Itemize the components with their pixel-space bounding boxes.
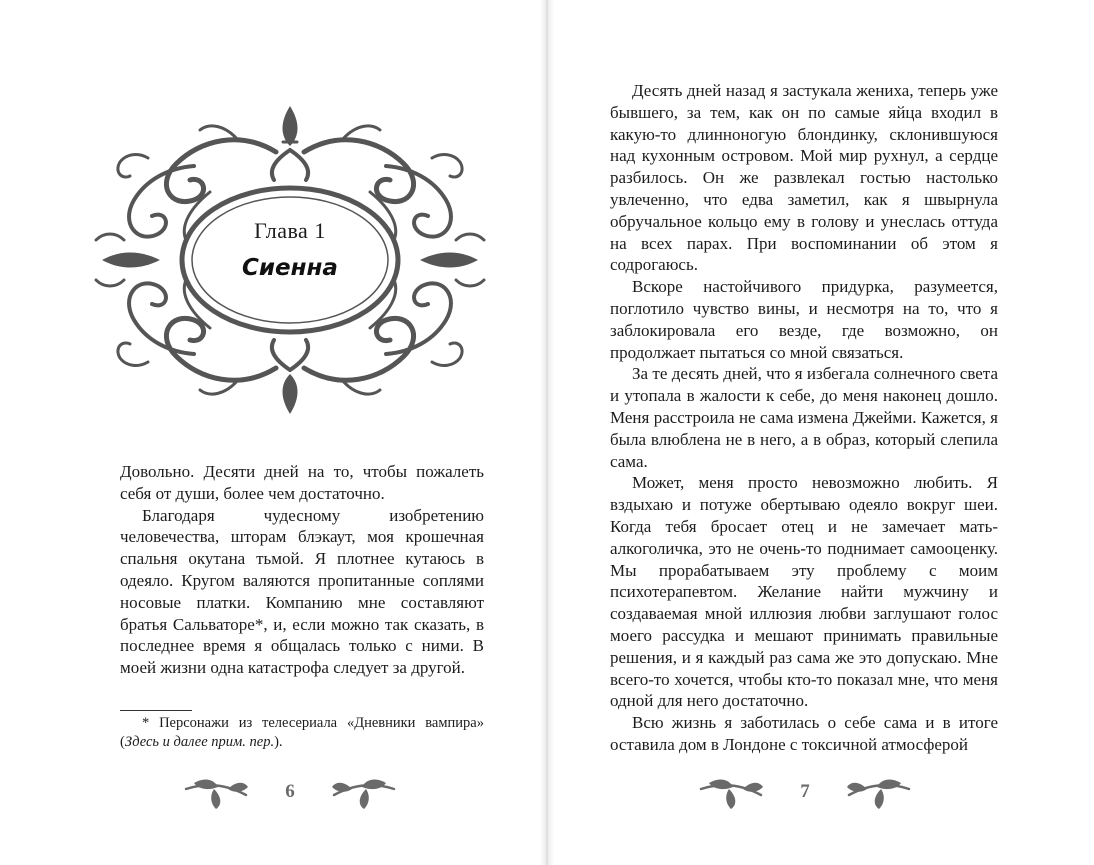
chapter-title: Сиенна: [242, 255, 338, 281]
paragraph: Может, меня просто невозможно любить. Я вздыхаю и потуже обертываю одеяло вокруг шеи. Когда тебя бросает отец и не замечает мать-алкоголичка, это не очень-то поднимает самооценку. Мы прорабатываем эту проблему с моим психотерапевтом. Желание найти мужчину и создаваемая мной иллюзия любви заглушают голос моего рассудка и мешают принимать правильные решения, и я каждый раз сама же это допускаю. Мне всего-то хочется, чтобы кто-то показал мне, что меня одной для него достаточно.: [610, 473, 998, 711]
page-number: 7: [800, 781, 810, 802]
footnote-close: ).: [274, 734, 283, 750]
footnote: [120, 714, 484, 752]
page-number: 6: [285, 781, 295, 802]
leaf-sprig-left-icon: [184, 777, 250, 811]
book-gutter: [540, 0, 554, 865]
left-body-text: [120, 461, 484, 679]
footnote-text: * Персонажи из телесериала «Дневники вампира» (: [120, 715, 484, 750]
leaf-sprig-right-icon: [845, 777, 911, 811]
chapter-label: Глава 1: [254, 218, 326, 243]
paragraph: Довольно. Десяти дней на то, чтобы пожалеть себя от души, более чем достаточно.: [120, 462, 484, 503]
folio-right: [685, 777, 925, 811]
footnote-rule: [120, 710, 192, 711]
paragraph: Всю жизнь я заботилась о себе сама и в итоге оставила дом в Лондоне с токсичной атмосферой: [610, 713, 998, 754]
folio-left: [170, 777, 410, 811]
footnote-italic: Здесь и далее прим. пер.: [124, 734, 275, 750]
paragraph: Благодаря чудесному изобретению человечества, шторам блэкаут, моя крошечная спальня окутана тьмой. Я плотнее кутаюсь в одеяло. Кругом валяются пропитанные соплями носовые платки. Компанию мне составляют братья Сальваторе*, и, если можно так сказать, в последнее время я общалась только с ними. В моей жизни одна катастрофа следует за другой.: [120, 505, 484, 678]
leaf-sprig-right-icon: [330, 777, 396, 811]
paragraph: За те десять дней, что я избегала солнечного света и утопала в жалости к себе, до меня наконец дошло. Меня расстроила не сама измена Джейми. Кажется, я была влюблена не в него, а в образ, который слепила сама.: [610, 364, 998, 471]
paragraph: Десять дней назад я застукала жениха, теперь уже бывшего, за тем, как он по самые яйца входил в какую-то длинноногую блондинку, склонившуюся над кухонным островом. Мой мир рухнул, а сердце разбилось. Он же развлекал гостью настолько увлеченно, что едва заметил, как я швырнула обручальное кольцо ему в голову и унеслась оттуда на всех парах. При воспоминании об этом я содрогаюсь.: [610, 81, 998, 275]
leaf-sprig-left-icon: [699, 777, 765, 811]
paragraph: Вскоре настойчивого придурка, разумеется, поглотило чувство вины, и несмотря на то, что я заблокировала его везде, где возможно, он продолжает пытаться со мной связаться.: [610, 277, 998, 362]
right-body-text: [610, 80, 998, 756]
